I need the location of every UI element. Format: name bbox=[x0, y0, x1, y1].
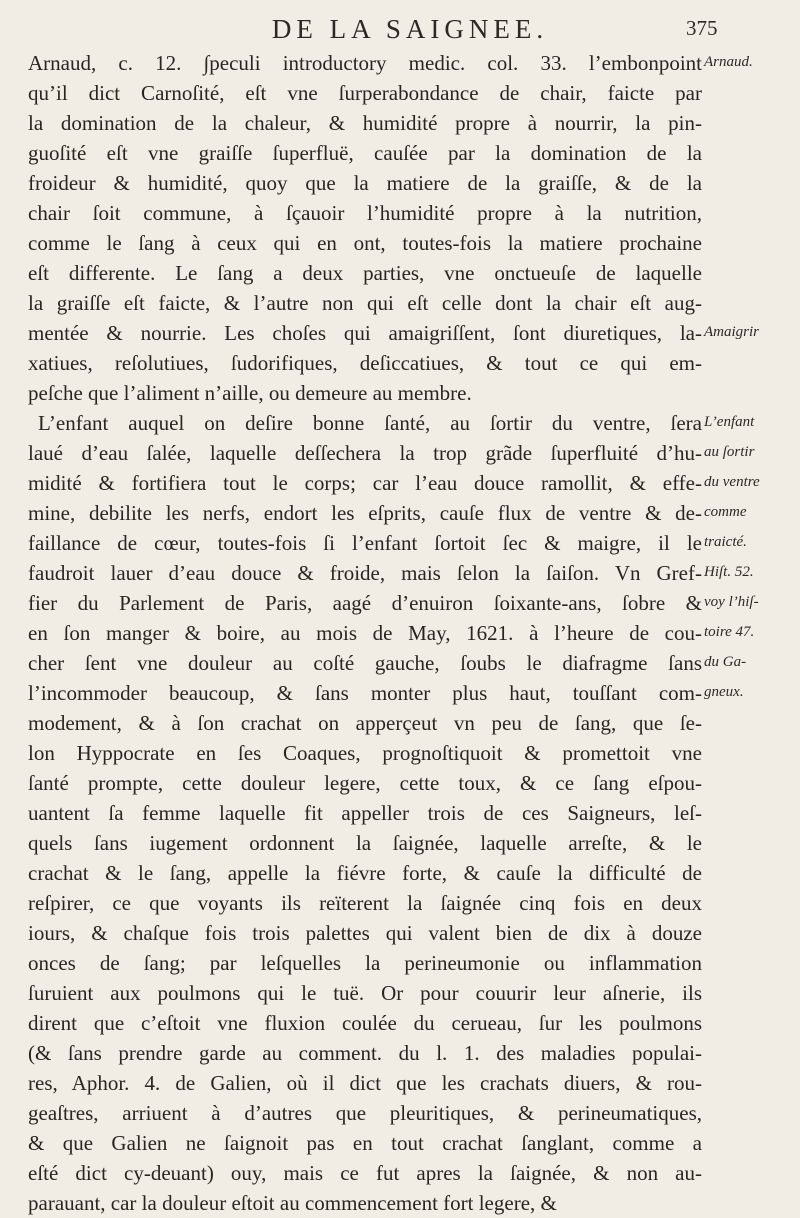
running-header: DE LA SAIGNEE. bbox=[271, 14, 549, 44]
text-line: chair ſoit commune, à ſçauoir l’humidité propre à la nutrition, bbox=[28, 201, 702, 225]
margin-note: voy l’hiſ- bbox=[704, 594, 759, 610]
text-line: res, Aphor. 4. de Galien, où il dict que les crachats diuers, & rou- bbox=[28, 1071, 702, 1095]
margin-note: L’enfant bbox=[704, 414, 755, 430]
text-line: iours, & chaſque fois trois palettes qui valent bien de dix à douze bbox=[28, 921, 702, 945]
text-line: faudroit lauer d’eau douce & froide, mais ſelon la ſaiſon. Vn Gref- bbox=[28, 561, 702, 585]
text-line: reſpirer, ce que voyants ils reïterent la ſaignée cinq fois en deux bbox=[28, 891, 702, 915]
text-line: mentée & nourrie. Les choſes qui amaigriſſent, ſont diuretiques, la- bbox=[28, 321, 702, 345]
text-line: en ſon manger & boire, au mois de May, 1621. à l’heure de cou- bbox=[28, 621, 702, 645]
text-line: la graiſſe eſt faicte, & l’autre non qui eſt celle dont la chair eſt aug- bbox=[28, 291, 702, 315]
body-text bbox=[28, 48, 702, 1218]
text-line: ſanté prompte, cette douleur legere, cette toux, & ce ſang eſpou- bbox=[28, 771, 702, 795]
margin-note: Amaigrir bbox=[704, 324, 760, 340]
text-line: guoſité eſt vne graiſſe ſuperfluë, cauſée par la domination de la bbox=[28, 141, 702, 165]
margin-note: au ſortir bbox=[704, 444, 755, 460]
text-line: midité & fortifiera tout le corps; car l’eau douce ramollit, & effe- bbox=[28, 471, 702, 495]
text-line: eſté dict cy-deuant) ouy, mais ce fut apres la ſaignée, & non au- bbox=[28, 1161, 702, 1185]
text-line: crachat & le ſang, appelle la fiévre forte, & cauſe la difficulté de bbox=[28, 861, 702, 885]
margin-note: gneux. bbox=[704, 684, 744, 700]
text-line: lon Hyppocrate en ſes Coaques, prognoſtiquoit & promettoit vne bbox=[28, 741, 702, 765]
text-line: eſt differente. Le ſang a deux parties, vne onctueuſe de laquelle bbox=[28, 261, 702, 285]
text-line: quels ſans iugement ordonnent la ſaignée, laquelle arreſte, & le bbox=[28, 831, 702, 855]
page-number: 375 bbox=[686, 16, 718, 40]
text-line: xatiues, reſolutiues, ſudorifiques, deſiccatiues, & tout ce qui em- bbox=[28, 351, 702, 375]
text-line: comme le ſang à ceux qui en ont, toutes-fois la matiere prochaine bbox=[28, 231, 702, 255]
text-line: parauant, car la douleur eſtoit au commencement fort legere, & bbox=[28, 1191, 557, 1215]
text-line: qu’il dict Carnoſité, eſt vne ſurperabondance de chair, faicte par bbox=[28, 81, 702, 105]
text-line: modement, & à ſon crachat on apperçeut vn peu de ſang, que ſe- bbox=[28, 711, 702, 735]
text-line: & que Galien ne ſaignoit pas en tout crachat ſanglant, comme a bbox=[28, 1131, 702, 1155]
text-line: peſche que l’aliment n’aille, ou demeure au membre. bbox=[28, 381, 472, 405]
text-line: cher ſent vne douleur au coſté gauche, ſoubs le diafragme ſans bbox=[28, 651, 702, 675]
text-line: froideur & humidité, quoy que la matiere de la graiſſe, & de la bbox=[28, 171, 702, 195]
text-line: mine, debilite les nerfs, endort les eſprits, cauſe flux de ventre & de- bbox=[28, 501, 702, 525]
text-line: faillance de cœur, toutes-fois ſi l’enfant ſortoit ſec & maigre, il le bbox=[28, 531, 702, 555]
text-line: la domination de la chaleur, & humidité propre à nourrir, la pin- bbox=[28, 111, 702, 135]
margin-note: du ventre bbox=[704, 474, 760, 490]
text-line: ſuruient aux poulmons qui le tuë. Or pour couurir leur aſnerie, ils bbox=[28, 981, 702, 1005]
text-line: geaſtres, arriuent à d’autres que pleuritiques, & perineumatiques, bbox=[28, 1101, 702, 1125]
text-line: (& ſans prendre garde au comment. du l. 1. des maladies populai- bbox=[28, 1041, 702, 1065]
text-line: laué d’eau ſalée, laquelle deſſechera la trop grãde ſuperfluité d’hu- bbox=[28, 441, 702, 465]
margin-note: toire 47. bbox=[704, 624, 755, 640]
text-line: L’enfant auquel on deſire bonne ſanté, au ſortir du ventre, ſera bbox=[38, 411, 702, 435]
margin-note: du Ga- bbox=[704, 654, 747, 670]
text-line: uantent ſa femme laquelle fit appeller trois de ces Saigneurs, leſ- bbox=[28, 801, 702, 825]
text-line: fier du Parlement de Paris, aagé d’enuiron ſoixante-ans, ſobre & bbox=[28, 591, 702, 615]
margin-note: Arnaud. bbox=[704, 54, 753, 70]
margin-note: traicté. bbox=[704, 534, 747, 550]
margin-note: Hiſt. 52. bbox=[704, 564, 754, 580]
text-line: onces de ſang; par leſquelles la perineumonie ou inflammation bbox=[28, 951, 702, 975]
text-line: Arnaud, c. 12. ∫peculi introductory medic. col. 33. l’embonpoint bbox=[28, 51, 702, 75]
text-line: l’incommoder beaucoup, & ſans monter plus haut, touſſant com- bbox=[28, 681, 702, 705]
margin-note: comme bbox=[704, 504, 747, 520]
text-line: dirent que c’eſtoit vne fluxion coulée du cerueau, ſur les poulmons bbox=[28, 1011, 702, 1035]
